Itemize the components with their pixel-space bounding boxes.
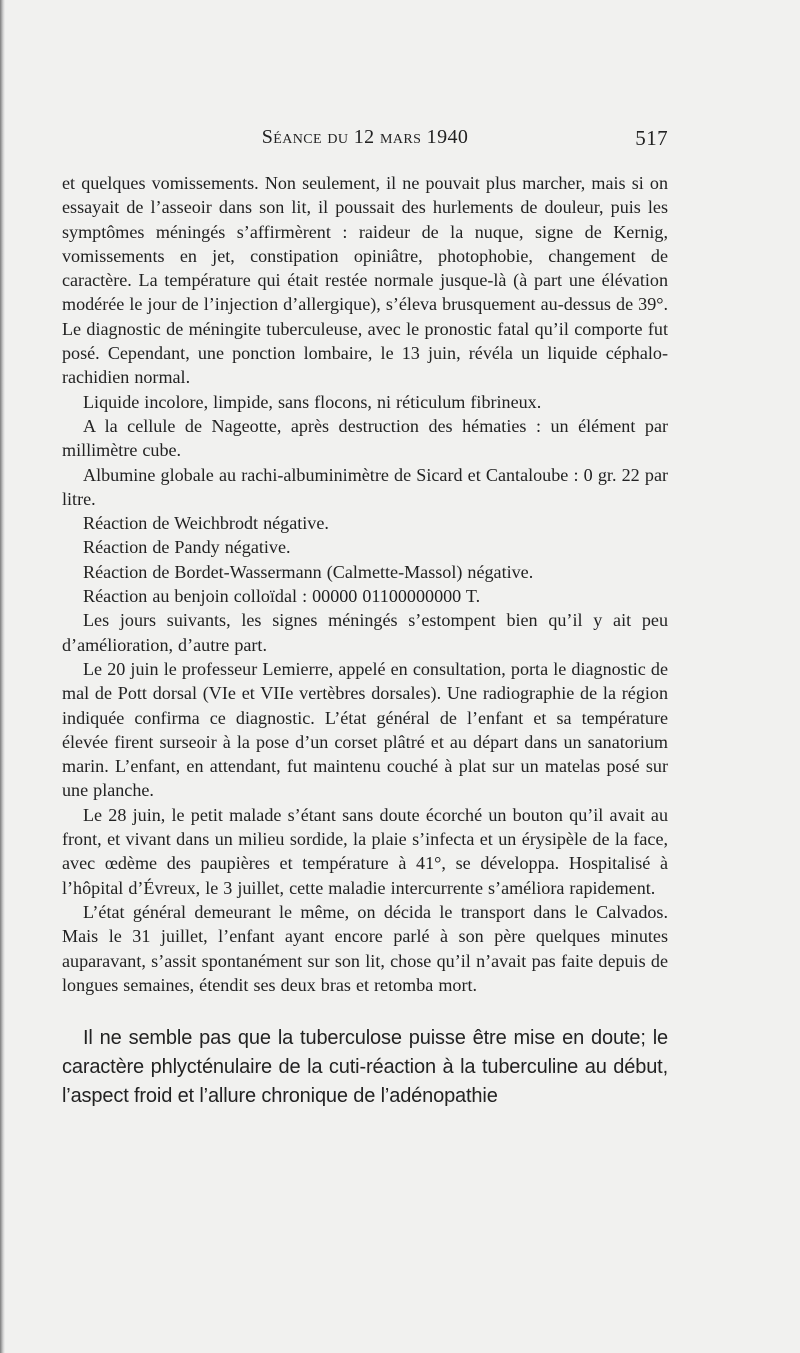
running-header xyxy=(62,124,668,158)
paragraph: Réaction au benjoin colloïdal : 00000 01100000000 T. xyxy=(83,586,481,607)
header-year: 1940 xyxy=(426,126,469,148)
paragraph: Réaction de Weichbrodt négative. xyxy=(83,513,329,534)
header-day: 12 xyxy=(353,126,375,148)
paragraph: Le 28 juin, le petit malade s’étant sans doute écorché un bouton qu’il avait au front, et vivant dans un milieu sordide, la plaie s’infecta et un érysipèle de la face, avec œdème des paupières et température à 41°, se développa. Hospitalisé à l’hôpital d’Évreux, le 3 juillet, cette maladie intercurrente s’améliora rapidement. xyxy=(62,804,668,898)
header-word-seance: Séance xyxy=(261,126,322,148)
body-text xyxy=(62,171,668,997)
paragraph: Réaction de Bordet-Wassermann (Calmette-Massol) négative. xyxy=(83,561,534,582)
paragraph: Réaction de Pandy négative. xyxy=(83,537,291,558)
paragraph: Liquide incolore, limpide, sans flocons, ni réticulum fibrineux. xyxy=(83,391,542,412)
paragraph: et quelques vomissements. Non seulement, il ne pouvait plus marcher, mais si on essayait de l’asseoir dans son lit, il poussait des hurlements de douleur, puis les symptômes méningés s’affirmèrent : raideur de la nuque, signe de Kernig, vomissements en jet, constipation opiniâtre, photophobie, changement de caractère. La température qui était restée normale jusque-là (à part une élévation modérée le jour de l’injection d’allergique), s’éleva brusquement au-dessus de 39°. Le diagnostic de méningite tuberculeuse, avec le pronostic fatal qu’il comporte fut posé. Cependant, une ponction lombaire, le 13 juin, révéla un liquide céphalo-rachidien normal. xyxy=(62,173,668,388)
paragraph: A la cellule de Nageotte, après destruction des hématies : un élément par millimètre cube. xyxy=(62,415,668,461)
conclusion-block xyxy=(62,1024,668,1111)
paragraph: Les jours suivants, les signes méningés s’estompent bien qu’il y ait peu d’amélioration, d’autre part. xyxy=(62,610,668,655)
page-number: 517 xyxy=(635,126,668,150)
paragraph: L’état général demeurant le même, on décida le transport dans le Calvados. Mais le 31 juillet, l’enfant ayant encore parlé à son père quelques minutes auparavant, s’assit spontanément sur son lit, chose qu’il n’avait pas faite depuis de longues semaines, étendit ses deux bras et retomba mort. xyxy=(62,901,668,995)
header-month: mars xyxy=(379,126,422,148)
paragraph: Albumine globale au rachi-albuminimètre de Sicard et Cantaloube : 0 gr. 22 par litre. xyxy=(62,464,668,509)
paragraph: Le 20 juin le professeur Lemierre, appelé en consultation, porta le diagnostic de mal de Pott dorsal (VIe et VIIe vertèbres dorsales). Une radiographie de la région indiquée confirma ce diagnostic. L’état général de l’enfant et sa température élevée firent surseoir à la pose d’un corset plâtré et au départ dans un sanatorium marin. L’enfant, en attendant, fut maintenu couché à plat sur un matelas posé sur une planche. xyxy=(62,658,668,801)
header-title xyxy=(62,126,668,149)
scan-edge xyxy=(0,0,5,1353)
document-page xyxy=(62,124,668,1111)
conclusion-paragraph: Il ne semble pas que la tuberculose puisse être mise en doute; le caractère phlycténulaire de la cuti-réaction à la tuberculine au début, l’aspect froid et l’allure chronique de l’adénopathie xyxy=(62,1027,668,1108)
header-word-du: du xyxy=(327,126,349,148)
